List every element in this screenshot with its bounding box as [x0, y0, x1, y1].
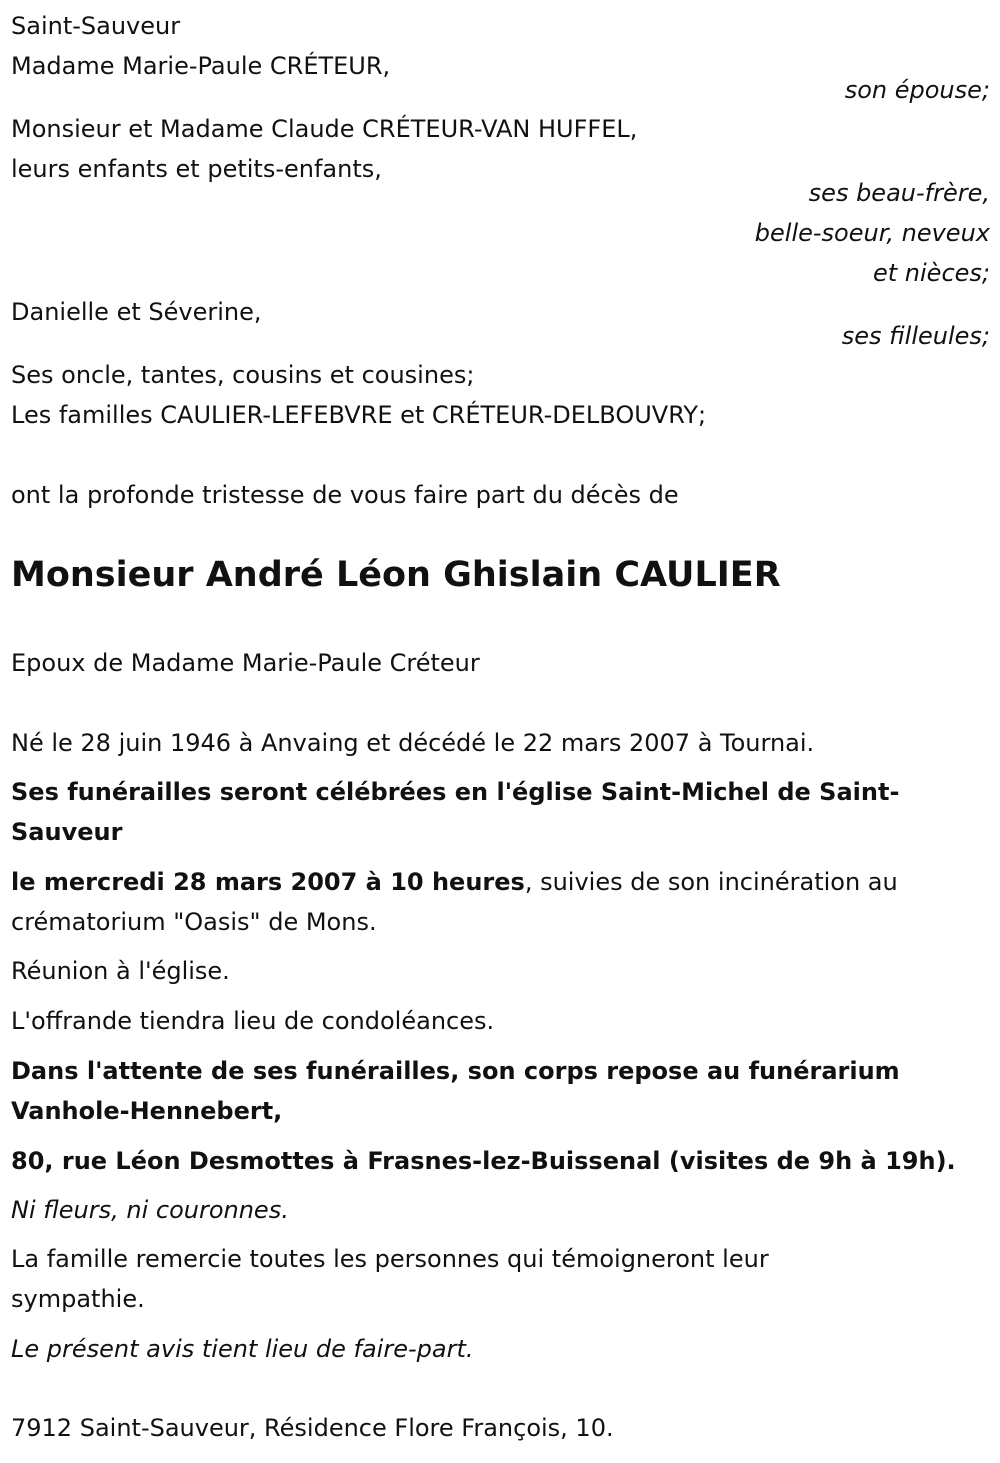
announcement: ont la profonde tristesse de vous faire part du décès de — [11, 481, 679, 509]
thanks-line1: La famille remercie toutes les personnes qui témoigneront leur — [11, 1245, 769, 1273]
meeting: Réunion à l'église. — [11, 957, 230, 985]
offering: L'offrande tiendra lieu de condoléances. — [11, 1007, 495, 1035]
rest-line1: Dans l'attente de ses funérailles, son corps repose au funérarium — [11, 1057, 900, 1085]
spouse-name: Madame Marie-Paule CRÉTEUR, — [11, 52, 391, 80]
funeral-date-rest: , suivies de son incinération au — [524, 868, 898, 896]
funeral-date-line — [11, 862, 990, 902]
spouse-role: son épouse; — [844, 76, 990, 104]
claude-role-line1: ses beau-frère, — [808, 179, 990, 207]
footer-address: 7912 Saint-Sauveur, Résidence Flore François, 10. — [11, 1414, 614, 1442]
claude-role-line2: belle-soeur, neveux — [754, 219, 990, 247]
claude-family-line2: leurs enfants et petits-enfants, — [11, 155, 382, 183]
deceased-name: Monsieur André Léon Ghislain CAULIER — [11, 555, 781, 595]
funeral-church-line2: Sauveur — [11, 818, 123, 846]
claude-role-line3: et nièces; — [873, 259, 990, 287]
rest-line2: Vanhole-Hennebert, — [11, 1097, 283, 1125]
claude-family-line1: Monsieur et Madame Claude CRÉTEUR-VAN HUFFEL, — [11, 115, 638, 143]
place-heading: Saint-Sauveur — [11, 12, 181, 40]
no-flowers: Ni fleurs, ni couronnes. — [11, 1196, 289, 1224]
relatives-line: Ses oncle, tantes, cousins et cousines; — [11, 361, 475, 389]
birth-death: Né le 28 juin 1946 à Anvaing et décédé le 22 mars 2007 à Tournai. — [11, 729, 815, 757]
goddaughters-role: ses filleules; — [841, 322, 990, 350]
families-line: Les familles CAULIER-LEFEBVRE et CRÉTEUR-DELBOUVRY; — [11, 401, 707, 429]
address-visits: 80, rue Léon Desmottes à Frasnes-lez-Buissenal (visites de 9h à 19h). — [11, 1147, 956, 1175]
thanks-line2: sympathie. — [11, 1285, 145, 1313]
notice: Le présent avis tient lieu de faire-part. — [11, 1335, 474, 1363]
funeral-church-line1: Ses funérailles seront célébrées en l'église Saint-Michel de Saint- — [11, 778, 900, 806]
spouse-of: Epoux de Madame Marie-Paule Créteur — [11, 649, 480, 677]
funeral-date: le mercredi 28 mars 2007 à 10 heures — [11, 868, 525, 896]
crematorium: crématorium "Oasis" de Mons. — [11, 908, 377, 936]
goddaughters-names: Danielle et Séverine, — [11, 298, 262, 326]
